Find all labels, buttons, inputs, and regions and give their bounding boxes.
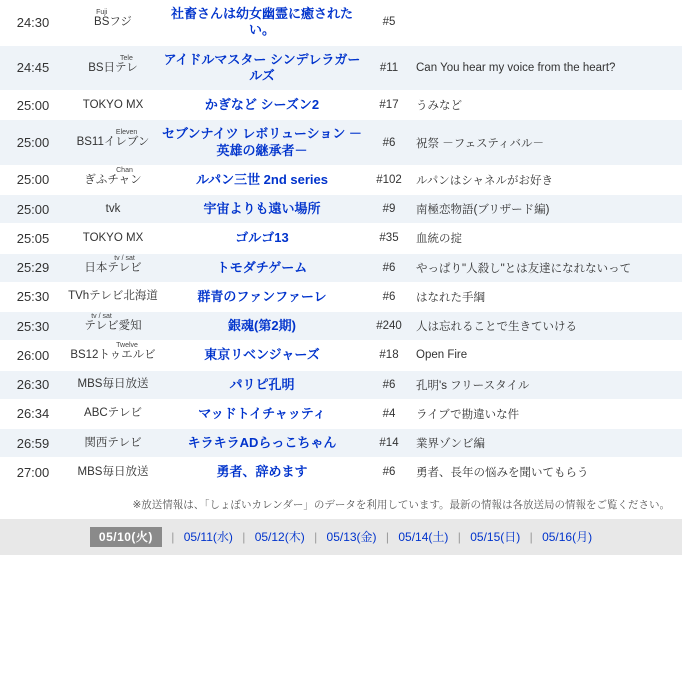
date-link-0513[interactable]: 05/13(金): [326, 530, 377, 545]
episode-subtitle: はなれた手綱: [414, 282, 682, 311]
station-name: MBS毎日放送: [66, 458, 160, 487]
table-row: [0, 429, 682, 458]
program-title-link[interactable]: かぎなど シーズン2: [204, 97, 320, 112]
episode-subtitle: 勇者、長年の悩みを聞いてもらう: [414, 458, 682, 487]
episode-subtitle: ルパンはシャネルがお好き: [414, 165, 682, 194]
episode-subtitle: ライブで勘違いな件: [414, 399, 682, 428]
program-title-cell: [160, 429, 364, 458]
program-title-cell: [160, 0, 364, 45]
program-title-link[interactable]: キラキラADらっこちゃん: [187, 435, 337, 450]
program-title-cell: [160, 120, 364, 166]
airtime: 26:34: [0, 399, 66, 428]
airtime: 24:30: [0, 0, 66, 45]
station-ruby: Chan: [107, 166, 142, 174]
station-name: BS12トゥエルビTwelve: [66, 341, 160, 370]
program-title-link[interactable]: 東京リベンジャーズ: [204, 347, 320, 363]
program-title-link[interactable]: パリピ孔明: [229, 376, 295, 392]
airtime: 26:00: [0, 341, 66, 370]
station-label: フジ: [109, 16, 132, 29]
episode-number: #6: [364, 120, 414, 166]
date-separator: |: [457, 530, 461, 545]
program-title-cell: [160, 224, 364, 253]
program-title-cell: [160, 370, 364, 399]
date-link-0512[interactable]: 05/12(木): [254, 530, 305, 545]
episode-subtitle: 南極恋物語(ブリザード編): [414, 195, 682, 224]
program-title-cell: [160, 312, 364, 341]
program-title-link[interactable]: 宇宙よりも遠い場所: [203, 201, 321, 216]
program-title-link[interactable]: 社畜さんは幼女幽霊に癒されたい。: [170, 6, 353, 38]
table-row: [0, 253, 682, 282]
program-title-link[interactable]: セブンナイツ レボリューション －英雄の継承者－: [162, 126, 362, 158]
episode-number: #11: [364, 45, 414, 91]
table-row: [0, 399, 682, 428]
program-title-link[interactable]: ルパン三世 2nd series: [195, 171, 329, 187]
date-link-0515[interactable]: 05/15(日): [470, 530, 521, 545]
date-separator: |: [242, 530, 246, 545]
episode-number: #240: [364, 312, 414, 341]
table-row: [0, 195, 682, 224]
date-separator: |: [314, 530, 318, 545]
episode-number: #102: [364, 165, 414, 194]
station-name: ぎふチャンChan: [66, 165, 160, 194]
table-row: [0, 165, 682, 194]
station-name: BSFujiフジ: [66, 0, 160, 45]
episode-subtitle: うみなど: [414, 91, 682, 120]
table-row: [0, 45, 682, 91]
date-link-0514[interactable]: 05/14(土): [398, 530, 449, 545]
episode-subtitle: Can You hear my voice from the heart?: [414, 45, 682, 91]
episode-number: #35: [364, 224, 414, 253]
episode-subtitle: 人は忘れることで生きていける: [414, 312, 682, 341]
station-name: 関西テレビ: [66, 429, 160, 458]
program-title-cell: [160, 282, 364, 311]
episode-number: #6: [364, 282, 414, 311]
episode-subtitle: 血統の掟: [414, 224, 682, 253]
program-title-link[interactable]: 群青のファンファーレ: [197, 288, 327, 304]
episode-number: #17: [364, 91, 414, 120]
airtime: 25:00: [0, 195, 66, 224]
airtime: 25:30: [0, 282, 66, 311]
episode-number: #14: [364, 429, 414, 458]
station-ruby: Eleven: [103, 129, 150, 137]
station-name: テレビtv / sat愛知: [66, 312, 160, 341]
episode-number: #6: [364, 458, 414, 487]
airtime: 27:00: [0, 458, 66, 487]
program-title-link[interactable]: 銀魂(第2期): [228, 318, 296, 333]
program-title-cell: [160, 399, 364, 428]
airtime: 25:00: [0, 120, 66, 166]
episode-subtitle: [414, 0, 682, 45]
episode-subtitle: 孔明's フリースタイル: [414, 370, 682, 399]
table-row: [0, 458, 682, 487]
airtime: 24:45: [0, 45, 66, 91]
airtime: 25:00: [0, 165, 66, 194]
station-ruby: tv / sat: [84, 313, 119, 321]
program-title-link[interactable]: 勇者、辞めます: [216, 464, 308, 480]
station-name: TOKYO MX: [66, 91, 160, 120]
source-note: ※放送情報は、「しょぼいカレンダー」のデータを利用しています。最新の情報は各放送局の情報をご覧ください。: [132, 498, 670, 511]
station-name: TOKYO MX: [66, 224, 160, 253]
airtime: 25:30: [0, 312, 66, 341]
episode-subtitle: 祝祭 －フェスティバル－: [414, 120, 682, 166]
airtime: 26:59: [0, 429, 66, 458]
program-title-cell: [160, 45, 364, 91]
airtime: 25:29: [0, 253, 66, 282]
date-separator: |: [385, 530, 390, 545]
station-ruby: Twelve: [98, 342, 156, 350]
table-row: [0, 282, 682, 311]
program-title-cell: [160, 195, 364, 224]
episode-number: #6: [364, 370, 414, 399]
episode-subtitle: 業界ゾンビ編: [414, 429, 682, 458]
episode-number: #9: [364, 195, 414, 224]
episode-number: #6: [364, 253, 414, 282]
date-link-0516[interactable]: 05/16(月): [542, 530, 593, 545]
program-title-cell: [160, 253, 364, 282]
episode-subtitle: やっぱり"人殺し"とは友達になれないって: [414, 253, 682, 282]
program-title-cell: [160, 341, 364, 370]
table-row: [0, 370, 682, 399]
program-title-cell: [160, 91, 364, 120]
station-name: BS日テレTele: [66, 45, 160, 91]
date-separator: |: [529, 530, 533, 545]
table-row: [0, 91, 682, 120]
table-row: [0, 312, 682, 341]
station-name: tvk: [66, 195, 160, 224]
episode-subtitle: Open Fire: [414, 341, 682, 370]
station-ruby: tv / sat: [107, 254, 142, 262]
episode-number: #18: [364, 341, 414, 370]
program-title-link[interactable]: ゴルゴ13: [235, 230, 289, 246]
station-name: BS11イレブンEleven: [66, 120, 160, 166]
station-ruby: Fuji: [94, 9, 110, 17]
date-link-0511[interactable]: 05/11(水): [183, 530, 233, 545]
airtime: 25:00: [0, 91, 66, 120]
table-row: [0, 0, 682, 45]
airtime: 25:05: [0, 224, 66, 253]
table-row: [0, 120, 682, 166]
table-row: [0, 224, 682, 253]
date-separator: |: [171, 530, 175, 545]
station-name: MBS毎日放送: [66, 370, 160, 399]
airtime: 26:30: [0, 370, 66, 399]
table-row: [0, 341, 682, 370]
station-ruby: Tele: [115, 54, 138, 62]
station-name: 日本テレビtv / sat: [66, 253, 160, 282]
date-current: 05/10(火): [90, 527, 162, 547]
program-title-cell: [160, 165, 364, 194]
program-title-link[interactable]: トモダチゲーム: [216, 259, 308, 275]
episode-number: #4: [364, 399, 414, 428]
program-title-link[interactable]: マッドトイチャッティ: [198, 405, 326, 421]
date-navigation-bar: [0, 519, 682, 555]
station-name: TVhテレビ北海道: [66, 282, 160, 311]
program-title-link[interactable]: アイドルマスター シンデレラガールズ: [163, 51, 361, 83]
station-name: ABCテレビ: [66, 399, 160, 428]
program-title-cell: [160, 458, 364, 487]
episode-number: #5: [364, 0, 414, 45]
